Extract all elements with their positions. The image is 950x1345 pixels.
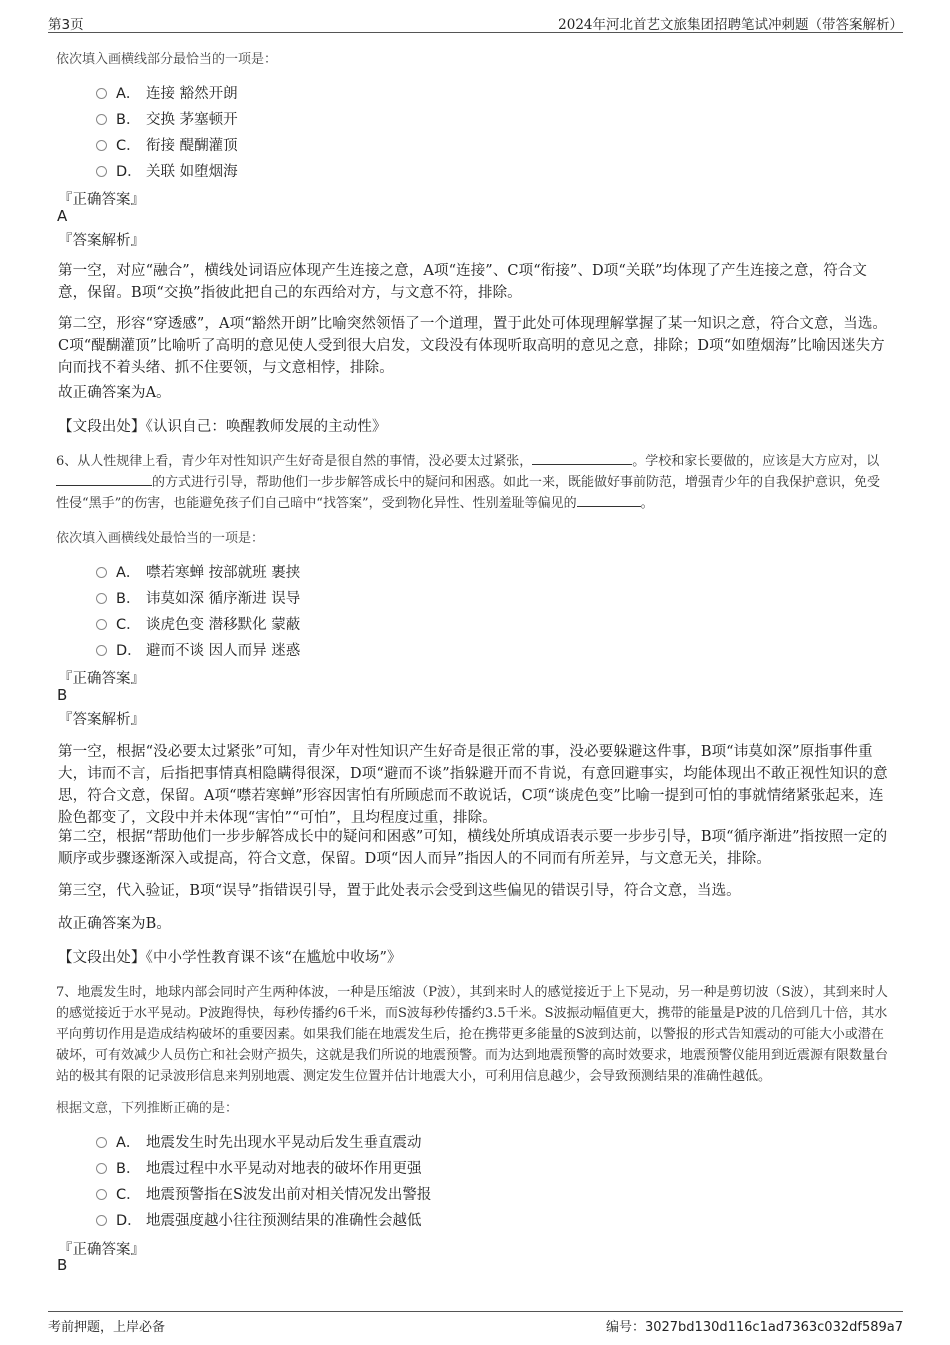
radio-icon[interactable]: [96, 114, 107, 125]
q5-analysis-p3: 故正确答案为A。: [58, 385, 171, 401]
q5-answer-label: 『正确答案』: [58, 192, 145, 208]
q5-analysis-label: 『答案解析』: [58, 233, 145, 249]
q5-analysis-p2: 第二空，形容“穿透感”，A项“豁然开朗”比喻突然领悟了一个道理，置于此处可体现理解掌握了某一知识之意，符合文意，当选。C项“醍醐灌顶”比喻听了高明的意见使人受到很大启发，文段没有体现听取高明的意见之意，排除；D项“如堕烟海”比喻因迷失方向而找不着头绪、抓不住要领，与文意相悖，排除。: [58, 316, 888, 376]
q6-analysis-p2: 第二空，根据“帮助他们一步步解答成长中的疑问和困惑”可知，横线处所填成语表示要一步步引导，B项“循序渐进”指按照一定的顺序或步骤逐渐深入或提高，符合文意，保留。D项“因人而异”指因人的不同而有所差异，与文意无关，排除。: [58, 829, 888, 867]
radio-icon[interactable]: [96, 88, 107, 99]
q6-source: 【文段出处】《中小学性教育课不该“在尴尬中收场”》: [58, 950, 402, 966]
radio-icon[interactable]: [96, 1163, 107, 1174]
radio-icon[interactable]: [96, 1215, 107, 1226]
radio-icon[interactable]: [96, 166, 107, 177]
q6-analysis-label: 『答案解析』: [58, 712, 145, 728]
page-footer: [48, 1311, 903, 1333]
q7-answer-label: 『正确答案』: [58, 1242, 145, 1258]
footer-slogan: 考前押题，上岸必备: [48, 1320, 166, 1335]
q6-answer: B: [57, 686, 68, 704]
radio-icon[interactable]: [96, 140, 107, 151]
answer-blank: [56, 474, 152, 486]
q6-prompt: 依次填入画横线处最恰当的一项是：: [56, 531, 265, 546]
q6-analysis-p1: 第一空，根据“没必要太过紧张”可知，青少年对性知识产生好奇是很正常的事，没必要躲避这件事，B项“讳莫如深”原指事件重大，讳而不言，后指把事情真相隐瞒得很深，D项“避而不谈”指躲避开而不肯说，有意回避事实，均能体现出不敢正视性知识的意思，符合文意，保留。A项“噤若寒蝉”形容因害怕有所顾虑而不敢说话，C项“谈虎色变”比喻一提到可怕的事就情绪紧张起来，连脸色都变了，文段中并未体现“害怕”“可怕”，且均程度过重，排除。: [58, 744, 888, 826]
page-number: 第3页: [48, 17, 84, 33]
q6-analysis-p4: 故正确答案为B。: [58, 916, 171, 932]
q6-answer-label: 『正确答案』: [58, 671, 145, 687]
q7-answer: B: [57, 1256, 68, 1274]
answer-blank: [577, 495, 641, 507]
q5-prompt: 依次填入画横线部分最恰当的一项是：: [56, 52, 278, 67]
answer-blank: [532, 453, 632, 465]
document-code: 编号：3027bd130d116c1ad7363c032df589a7: [605, 1320, 903, 1335]
q5-answer: A: [57, 207, 68, 225]
q7-stem: 7、地震发生时，地球内部会同时产生两种体波，一种是压缩波（P波），其到来时人的感觉接近于上下晃动，另一种是剪切波（S波），其到来时人的感觉接近于水平晃动。P波跑得快，每秒传播约6千米，而S波每秒传播约3.5千米。S波振动幅值更大，携带的能量是P波的几倍到几十倍，其水平向剪切作用是造成结构破坏的重要因素。如果我们能在地震发生后，抢在携带更多能量的S波到达前，以警报的形式告知震动的可能大小或潜在破坏，可有效减少人员伤亡和社会财产损失，这就是我们所说的地震预警。而为达到地震预警的高时效要求，地震预警仪能用到近震源有限数量台站的极其有限的记录波形信息来判别地震、测定发生位置并估计地震大小，可利用信息越少，会导致预测结果的准确性越低。: [56, 985, 889, 1084]
q5-analysis-p1: 第一空，对应“融合”，横线处词语应体现产生连接之意，A项“连接”、C项“衔接”、D项“关联”均体现了产生连接之意，符合文意，保留。B项“交换”指彼此把自己的东西给对方，与文意不符，排除。: [58, 263, 867, 301]
radio-icon[interactable]: [96, 593, 107, 604]
radio-icon[interactable]: [96, 1137, 107, 1148]
page-header: [48, 11, 903, 33]
document-title: 2024年河北首艺文旅集团招聘笔试冲刺题（带答案解析）: [558, 17, 903, 33]
radio-icon[interactable]: [96, 619, 107, 630]
q7-prompt: 根据文意，下列推断正确的是：: [56, 1101, 239, 1116]
radio-icon[interactable]: [96, 567, 107, 578]
radio-icon[interactable]: [96, 645, 107, 656]
radio-icon[interactable]: [96, 1189, 107, 1200]
q6-analysis-p3: 第三空，代入验证，B项“误导”指错误引导，置于此处表示会受到这些偏见的错误引导，符合文意，当选。: [58, 883, 741, 899]
q5-source: 【文段出处】《认识自己：唤醒教师发展的主动性》: [58, 419, 387, 435]
q6-stem: 6、从人性规律上看，青少年对性知识产生好奇是很自然的事情，没必要太过紧张， 。学校和家长要做的，应该是大方应对，以的方式进行引导，帮助他们一步步解答成长中的疑问和困惑。如此一来，既能做好事前防范，增强青少年的自我保护意识，免受性侵“黑手”的伤害，也能避免孩子们自己暗中“找答案”，受到物化异性、性别羞耻等偏见的 。: [56, 454, 881, 511]
